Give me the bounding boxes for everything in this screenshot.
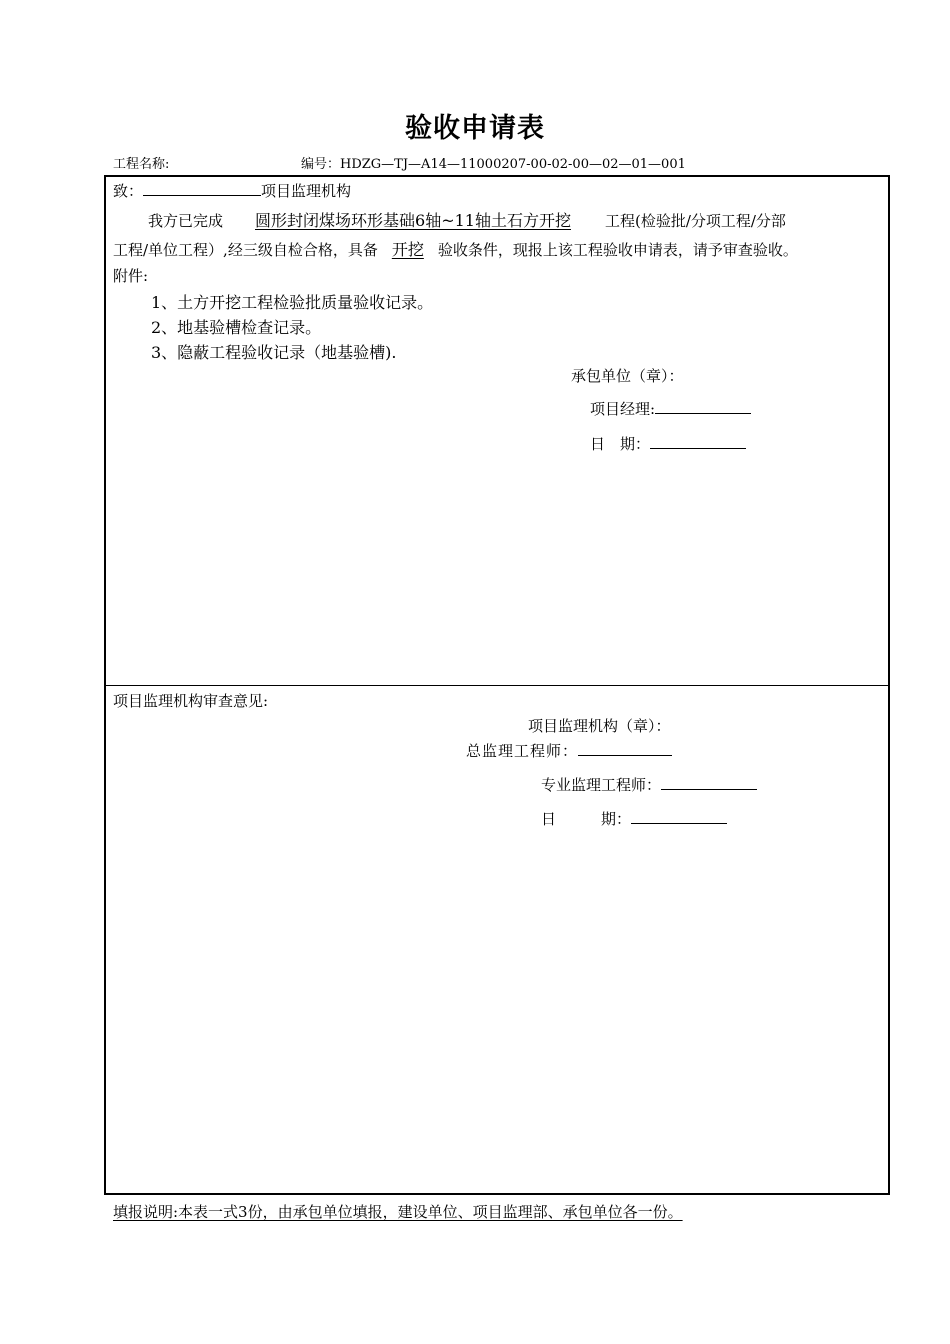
supervision-date-line: [541, 808, 727, 829]
condition-field[interactable]: 开挖: [391, 240, 424, 259]
statement-line-2: [113, 237, 798, 260]
supervision-seal-label: 项目监理机构（章）：: [528, 717, 671, 735]
statement-line2-suffix: 验收条件，现报上该工程验收申请表，请予审查验收。: [437, 241, 798, 259]
addressee-suffix: 项目监理机构: [261, 182, 352, 200]
chief-engineer-field[interactable]: [578, 740, 672, 756]
statement-suffix: 工程(检验批/分项工程/分部: [604, 212, 786, 230]
chief-engineer-label: 总监理工程师：: [466, 742, 579, 760]
addressee-field[interactable]: [143, 180, 261, 196]
statement-line2-prefix: 工程/单位工程）,经三级自检合格，具备: [113, 241, 378, 259]
specialist-engineer-label: 专业监理工程师：: [541, 776, 662, 794]
contractor-date-label: 日 期：: [590, 435, 651, 453]
statement-prefix: 我方已完成: [148, 212, 224, 230]
project-manager-field[interactable]: [655, 398, 751, 414]
footer-note: 填报说明:本表一式3份，由承包单位填报，建设单位、项目监理部、承包单位各一份。: [113, 1203, 683, 1221]
addressee-prefix: 致：: [113, 182, 144, 200]
attachment-item: 2、地基验槽检查记录。: [151, 318, 322, 337]
contractor-date-line: [590, 433, 746, 454]
project-manager-line: [590, 398, 751, 419]
contractor-date-field[interactable]: [650, 433, 746, 449]
addressee-line: [113, 180, 351, 201]
contractor-seal-label: 承包单位（章）：: [571, 367, 684, 385]
supervision-date-label: 日 期：: [541, 810, 632, 828]
chief-engineer-line: [466, 740, 672, 761]
page-title: 验收申请表: [405, 113, 545, 144]
specialist-engineer-line: [541, 774, 757, 795]
project-work-field[interactable]: 圆形封闭煤场环形基础6轴~11轴土石方开挖: [255, 211, 571, 230]
specialist-engineer-field[interactable]: [661, 774, 757, 790]
project-name-label: 工程名称:: [113, 157, 170, 172]
opinion-label: 项目监理机构审查意见:: [113, 692, 269, 710]
document-code: 编号：HDZG—TJ—A14—11000207-00-02-00—02—01—001: [301, 157, 686, 172]
statement-line-1: [148, 208, 786, 231]
project-manager-label: 项目经理:: [590, 400, 656, 418]
attachment-item: 3、隐蔽工程验收记录（地基验槽).: [151, 343, 397, 362]
supervision-date-field[interactable]: [631, 808, 727, 824]
section-divider: [104, 685, 890, 686]
attachments-label: 附件:: [113, 267, 149, 285]
attachment-item: 1、土方开挖工程检验批质量验收记录。: [151, 293, 434, 312]
